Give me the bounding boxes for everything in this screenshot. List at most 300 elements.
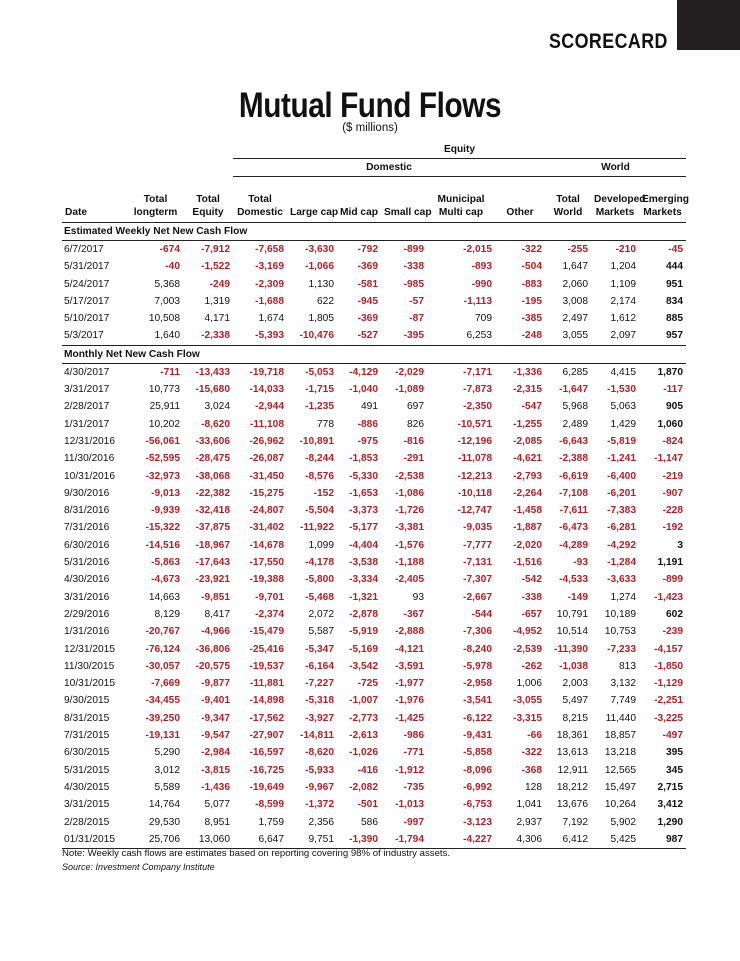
row-value: -9,035 xyxy=(463,522,492,534)
table-row xyxy=(62,433,686,450)
row-value: -9,547 xyxy=(201,730,230,742)
row-value: -2,958 xyxy=(463,678,492,690)
row-value: -1,038 xyxy=(559,660,588,672)
row-value: 444 xyxy=(666,261,684,273)
row-value: -2,944 xyxy=(255,401,284,413)
row-value: -1,530 xyxy=(607,384,636,396)
row-value: -945 xyxy=(357,295,378,307)
row-value: -7,658 xyxy=(255,244,284,255)
row-value: -9,939 xyxy=(151,505,180,517)
row-value: -4,157 xyxy=(654,643,684,655)
row-value: -12,747 xyxy=(457,505,492,517)
row-value: -367 xyxy=(403,608,424,620)
row-value: -7,108 xyxy=(559,487,588,499)
row-value: -3,381 xyxy=(395,522,424,534)
row-value: 813 xyxy=(619,660,636,672)
row-value: -3,591 xyxy=(395,660,424,672)
row-value: -10,891 xyxy=(299,435,334,447)
row-value: -824 xyxy=(662,435,684,447)
column-header-line: Equity xyxy=(192,207,224,218)
table-row xyxy=(62,519,686,536)
row-value: 6,647 xyxy=(233,831,287,849)
row-value: 7,749 xyxy=(610,695,636,707)
table-row xyxy=(62,727,686,744)
row-value: 10,753 xyxy=(604,626,636,638)
row-value: -1,726 xyxy=(395,505,424,517)
row-value: -10,476 xyxy=(287,327,337,345)
row-value: -8,599 xyxy=(255,799,284,811)
column-header-line: Developed xyxy=(594,194,646,205)
row-date: 2/29/2016 xyxy=(64,608,110,620)
row-value: -4,121 xyxy=(395,643,424,655)
row-value: 2,072 xyxy=(308,608,334,620)
row-value: 7,003 xyxy=(154,295,180,307)
row-value: -1,458 xyxy=(513,505,542,517)
row-date: 10/31/2016 xyxy=(64,470,115,482)
row-value: -907 xyxy=(662,487,684,499)
row-value: 1,204 xyxy=(610,261,636,273)
row-value: 1,805 xyxy=(308,313,334,325)
row-value: -13,433 xyxy=(195,366,230,378)
source-credit: Source: Investment Company Institute xyxy=(62,862,215,872)
row-value: 957 xyxy=(639,327,686,345)
row-value: -2,374 xyxy=(255,608,284,620)
row-value: -12,196 xyxy=(457,435,492,447)
table-row xyxy=(62,450,686,467)
row-value: 18,857 xyxy=(604,730,636,742)
row-value: -11,922 xyxy=(300,522,334,534)
row-value: 10,189 xyxy=(604,608,636,620)
row-value: -2,613 xyxy=(349,730,378,742)
row-value: -2,082 xyxy=(349,781,378,793)
row-value: 10,264 xyxy=(604,799,636,811)
row-date: 8/31/2016 xyxy=(64,505,110,517)
row-value: -19,537 xyxy=(249,660,284,672)
row-value: -5,330 xyxy=(349,470,378,482)
row-value: -2,315 xyxy=(513,384,542,396)
row-value: 93 xyxy=(412,591,424,603)
row-value: -2,793 xyxy=(513,470,542,482)
row-value: -34,455 xyxy=(145,695,180,707)
row-date: 2/28/2017 xyxy=(64,401,110,413)
row-value: -14,811 xyxy=(300,730,334,742)
row-value: 3,024 xyxy=(204,401,230,413)
row-date: 5/3/2017 xyxy=(62,327,128,345)
row-date: 3/31/2016 xyxy=(64,591,110,603)
row-value: -1,372 xyxy=(305,799,334,811)
row-value: 1,041 xyxy=(516,799,542,811)
row-value: -219 xyxy=(662,470,684,482)
row-value: 1,060 xyxy=(657,418,684,430)
row-value: -711 xyxy=(160,366,180,378)
row-value: -10,571 xyxy=(457,418,492,430)
row-value: -322 xyxy=(521,244,542,255)
page-subtitle: ($ millions) xyxy=(342,122,398,134)
row-value: -5,318 xyxy=(305,695,334,707)
row-value: -4,404 xyxy=(349,539,378,551)
row-value: -16,597 xyxy=(249,747,284,759)
table-row xyxy=(62,814,686,831)
row-value: -19,649 xyxy=(249,781,284,793)
row-value: -986 xyxy=(403,730,424,742)
row-value: -3,541 xyxy=(463,695,492,707)
table-row xyxy=(62,502,686,519)
row-value: 6,253 xyxy=(427,327,495,345)
row-value: -9,701 xyxy=(255,591,284,603)
row-value: -899 xyxy=(662,574,684,586)
row-value: -5,468 xyxy=(305,591,334,603)
row-value: -771 xyxy=(403,747,424,759)
row-value: -255 xyxy=(567,244,588,255)
row-value: -57 xyxy=(409,295,424,307)
row-value: -76,124 xyxy=(145,643,180,655)
row-value: -7,777 xyxy=(463,539,492,551)
row-value: -37,875 xyxy=(195,522,230,534)
row-date: 5/31/2015 xyxy=(64,764,110,776)
row-value: -8,576 xyxy=(305,470,334,482)
row-value: -4,621 xyxy=(513,453,542,465)
row-value: -7,131 xyxy=(463,557,492,569)
column-header-line: Markets xyxy=(595,207,635,218)
group-header-domestic: Domestic xyxy=(233,159,545,177)
row-value: -93 xyxy=(573,557,588,569)
row-value: -5,504 xyxy=(305,505,334,517)
row-value: 345 xyxy=(666,764,684,776)
row-value: -23,921 xyxy=(195,574,230,586)
row-date: 11/30/2016 xyxy=(64,453,115,465)
row-value: -14,678 xyxy=(249,539,284,551)
row-value: -886 xyxy=(357,418,378,430)
row-value: -1,688 xyxy=(255,295,284,307)
row-value: -9,013 xyxy=(151,487,180,499)
column-header xyxy=(128,177,183,223)
row-value: 2,060 xyxy=(562,278,588,290)
fund-flows-table xyxy=(62,141,689,849)
row-value: -2,984 xyxy=(201,747,230,759)
row-value: -1,436 xyxy=(201,781,230,793)
row-date: 4/30/2015 xyxy=(64,781,110,793)
column-header xyxy=(287,177,337,223)
row-value: -40 xyxy=(165,261,180,273)
table-row xyxy=(62,293,686,310)
row-value: -975 xyxy=(357,435,378,447)
row-value: -1,850 xyxy=(654,660,684,672)
row-value: -4,178 xyxy=(305,557,334,569)
column-header xyxy=(545,177,591,223)
row-value: -501 xyxy=(357,799,378,811)
row-value: 622 xyxy=(317,295,334,307)
row-value: 491 xyxy=(361,401,378,413)
row-value: -547 xyxy=(521,401,542,413)
row-value: -2,538 xyxy=(395,470,424,482)
row-value: -369 xyxy=(357,313,378,325)
row-value: -3,815 xyxy=(201,764,230,776)
row-value: -1,653 xyxy=(349,487,378,499)
column-header-row xyxy=(62,177,686,223)
column-header-line: Total xyxy=(196,194,220,205)
table-row xyxy=(62,258,686,275)
row-value: -4,289 xyxy=(559,539,588,551)
row-value: -249 xyxy=(209,278,230,290)
row-value: -2,539 xyxy=(513,643,542,655)
footnote: Note: Weekly cash flows are estimates based on reporting covering 98% of industry assets. xyxy=(62,848,451,859)
row-value: 11,440 xyxy=(605,712,636,724)
row-value: -239 xyxy=(662,626,684,638)
row-date: 4/30/2017 xyxy=(64,366,110,378)
row-value: 2,097 xyxy=(591,327,639,345)
row-value: -4,673 xyxy=(151,574,180,586)
row-value: -6,753 xyxy=(463,799,492,811)
table-row xyxy=(62,485,686,502)
row-date: 3/31/2017 xyxy=(64,384,110,396)
row-value: -3,225 xyxy=(654,712,684,724)
section-label: SCORECARD xyxy=(549,30,668,53)
row-value: -2,309 xyxy=(255,278,284,290)
row-value: -395 xyxy=(381,327,427,345)
row-value: -4,966 xyxy=(201,626,230,638)
row-value: 709 xyxy=(475,313,492,325)
row-value: -18,967 xyxy=(195,539,230,551)
row-value: 5,902 xyxy=(610,816,636,828)
row-value: 3 xyxy=(677,539,684,551)
row-value: 13,676 xyxy=(556,799,588,811)
row-value: 9,751 xyxy=(287,831,337,849)
column-header-line: Domestic xyxy=(237,207,283,218)
table-row xyxy=(62,241,686,259)
table-row xyxy=(62,363,686,381)
row-value: -24,807 xyxy=(249,505,284,517)
table-row xyxy=(62,692,686,709)
column-header xyxy=(62,177,128,223)
column-header-line: Large cap xyxy=(290,207,339,218)
row-date: 9/30/2016 xyxy=(64,487,110,499)
row-value: 2,715 xyxy=(657,781,684,793)
row-value: 3,008 xyxy=(562,295,588,307)
row-date: 7/31/2016 xyxy=(64,522,110,534)
row-value: -45 xyxy=(668,244,684,255)
row-value: 4,171 xyxy=(204,313,230,325)
row-value: -16,725 xyxy=(249,764,284,776)
row-date: 8/31/2015 xyxy=(64,712,110,724)
table-row xyxy=(62,658,686,675)
row-value: 5,077 xyxy=(204,799,230,811)
row-value: -5,393 xyxy=(233,327,287,345)
row-value: -1,516 xyxy=(513,557,542,569)
table-row xyxy=(62,310,686,327)
column-header-line: Total xyxy=(556,194,580,205)
table-row xyxy=(62,537,686,554)
row-value: -26,087 xyxy=(249,453,284,465)
row-value: -2,667 xyxy=(463,591,492,603)
row-value: -3,123 xyxy=(463,816,492,828)
row-value: -56,061 xyxy=(145,435,180,447)
row-value: -36,806 xyxy=(195,643,230,655)
column-header xyxy=(183,177,233,223)
row-date: 4/30/2016 xyxy=(64,574,110,586)
row-value: -22,382 xyxy=(195,487,230,499)
column-header-line: Markets xyxy=(643,207,682,218)
row-value: -66 xyxy=(527,730,542,742)
row-value: 5,587 xyxy=(308,626,334,638)
row-value: -7,233 xyxy=(607,643,636,655)
row-value: 1,130 xyxy=(308,278,334,290)
row-value: -7,171 xyxy=(463,366,492,378)
row-value: -1,026 xyxy=(349,747,378,759)
table-row xyxy=(62,468,686,485)
row-value: -2,085 xyxy=(513,435,542,447)
row-value: 1,109 xyxy=(610,278,636,290)
row-value: 8,129 xyxy=(154,608,180,620)
row-value: -2,388 xyxy=(559,453,588,465)
row-value: 778 xyxy=(317,418,334,430)
table-row xyxy=(62,327,686,345)
row-value: 6,412 xyxy=(545,831,591,849)
row-value: -899 xyxy=(403,244,424,255)
row-value: -8,620 xyxy=(201,418,230,430)
row-value: -228 xyxy=(662,505,684,517)
column-header xyxy=(233,177,287,223)
row-value: -6,400 xyxy=(607,470,636,482)
column-header xyxy=(495,177,545,223)
row-value: 5,063 xyxy=(610,401,636,413)
row-value: 3,412 xyxy=(657,799,684,811)
row-value: -210 xyxy=(615,244,636,255)
table-row xyxy=(62,641,686,658)
row-value: -19,718 xyxy=(249,366,284,378)
section-label: Monthly Net New Cash Flow xyxy=(62,345,686,363)
column-header xyxy=(591,177,646,223)
row-value: 12,565 xyxy=(604,764,636,776)
row-value: -4,952 xyxy=(513,626,542,638)
row-value: -497 xyxy=(662,730,684,742)
row-date: 7/31/2015 xyxy=(64,730,110,742)
row-value: -17,562 xyxy=(249,712,284,724)
row-value: -369 xyxy=(357,261,378,273)
row-date: 5/31/2017 xyxy=(64,261,110,273)
row-value: -5,978 xyxy=(463,660,492,672)
row-value: 10,773 xyxy=(148,384,180,396)
row-value: 6,285 xyxy=(562,366,588,378)
row-value: -2,264 xyxy=(513,487,542,499)
row-value: -6,201 xyxy=(607,487,636,499)
row-value: -11,881 xyxy=(250,678,284,690)
row-value: -1,188 xyxy=(395,557,424,569)
table-row xyxy=(62,381,686,398)
row-value: -1,066 xyxy=(305,261,334,273)
row-value: -2,020 xyxy=(513,539,542,551)
row-value: 2,356 xyxy=(308,816,334,828)
page-title: Mutual Fund Flows xyxy=(238,86,502,125)
row-value: -8,096 xyxy=(463,764,492,776)
row-value: -14,898 xyxy=(249,695,284,707)
row-value: 13,613 xyxy=(556,747,588,759)
row-value: -2,251 xyxy=(654,695,684,707)
row-value: -1,647 xyxy=(559,384,588,396)
row-value: -2,015 xyxy=(463,244,492,255)
column-header-line: Total xyxy=(143,194,168,205)
row-value: 15,497 xyxy=(604,781,636,793)
row-value: -15,322 xyxy=(145,522,180,534)
row-value: -25,416 xyxy=(249,643,284,655)
row-value: 4,415 xyxy=(610,366,636,378)
row-value: -291 xyxy=(403,453,424,465)
column-header-line: Emerging xyxy=(642,194,689,205)
row-value: 128 xyxy=(525,781,542,793)
row-value: -39,250 xyxy=(145,712,180,724)
row-value: 905 xyxy=(666,401,684,413)
row-date: 01/31/2015 xyxy=(62,831,128,849)
row-value: 395 xyxy=(666,747,684,759)
column-header-line: Other xyxy=(506,207,534,218)
row-value: -11,078 xyxy=(458,453,492,465)
row-value: -14,033 xyxy=(249,384,284,396)
row-value: -248 xyxy=(495,327,545,345)
row-value: -26,962 xyxy=(249,435,284,447)
row-value: 5,968 xyxy=(562,401,588,413)
row-date: 10/31/2015 xyxy=(64,678,115,690)
row-value: -5,177 xyxy=(349,522,378,534)
table-row xyxy=(62,398,686,415)
row-value: -504 xyxy=(521,261,542,273)
row-value: 8,215 xyxy=(562,712,588,724)
row-value: 3,055 xyxy=(545,327,591,345)
row-value: -816 xyxy=(403,435,424,447)
table-row xyxy=(62,796,686,813)
row-value: -1,390 xyxy=(337,831,381,849)
row-value: 10,508 xyxy=(148,313,180,325)
row-value: -6,643 xyxy=(559,435,588,447)
row-value: -1,147 xyxy=(654,453,684,465)
row-value: -1,715 xyxy=(305,384,334,396)
row-value: -30,057 xyxy=(145,660,180,672)
row-value: -338 xyxy=(403,261,424,273)
row-value: -19,388 xyxy=(249,574,284,586)
row-date: 5/10/2017 xyxy=(64,313,110,325)
row-date: 9/30/2015 xyxy=(64,695,110,707)
table-row xyxy=(62,276,686,293)
row-value: 1,099 xyxy=(308,539,334,551)
row-date: 12/31/2016 xyxy=(64,435,115,447)
row-value: -9,967 xyxy=(305,781,334,793)
row-value: -2,888 xyxy=(395,626,424,638)
row-value: -5,053 xyxy=(305,366,334,378)
row-value: -1,255 xyxy=(513,418,542,430)
row-value: 885 xyxy=(666,313,684,325)
table-row xyxy=(62,779,686,796)
row-value: 4,306 xyxy=(495,831,545,849)
row-value: 5,368 xyxy=(154,278,180,290)
row-value: -2,773 xyxy=(349,712,378,724)
row-value: -6,992 xyxy=(463,781,492,793)
row-value: -6,122 xyxy=(463,712,492,724)
row-value: -7,227 xyxy=(305,678,334,690)
row-value: 1,870 xyxy=(657,366,684,378)
row-value: -1,321 xyxy=(349,591,378,603)
row-value: -7,669 xyxy=(151,678,180,690)
column-header-line: Mid cap xyxy=(340,207,378,218)
row-value: -1,887 xyxy=(513,522,542,534)
row-value: 951 xyxy=(666,278,684,290)
row-value: 1,006 xyxy=(516,678,542,690)
row-value: -338 xyxy=(521,591,542,603)
row-value: -368 xyxy=(521,764,542,776)
row-value: -1,976 xyxy=(395,695,424,707)
row-value: -17,550 xyxy=(249,557,284,569)
column-header-line: Small cap xyxy=(384,207,432,218)
row-value: -1,284 xyxy=(607,557,636,569)
row-value: -11,108 xyxy=(250,418,284,430)
row-value: -4,533 xyxy=(559,574,588,586)
